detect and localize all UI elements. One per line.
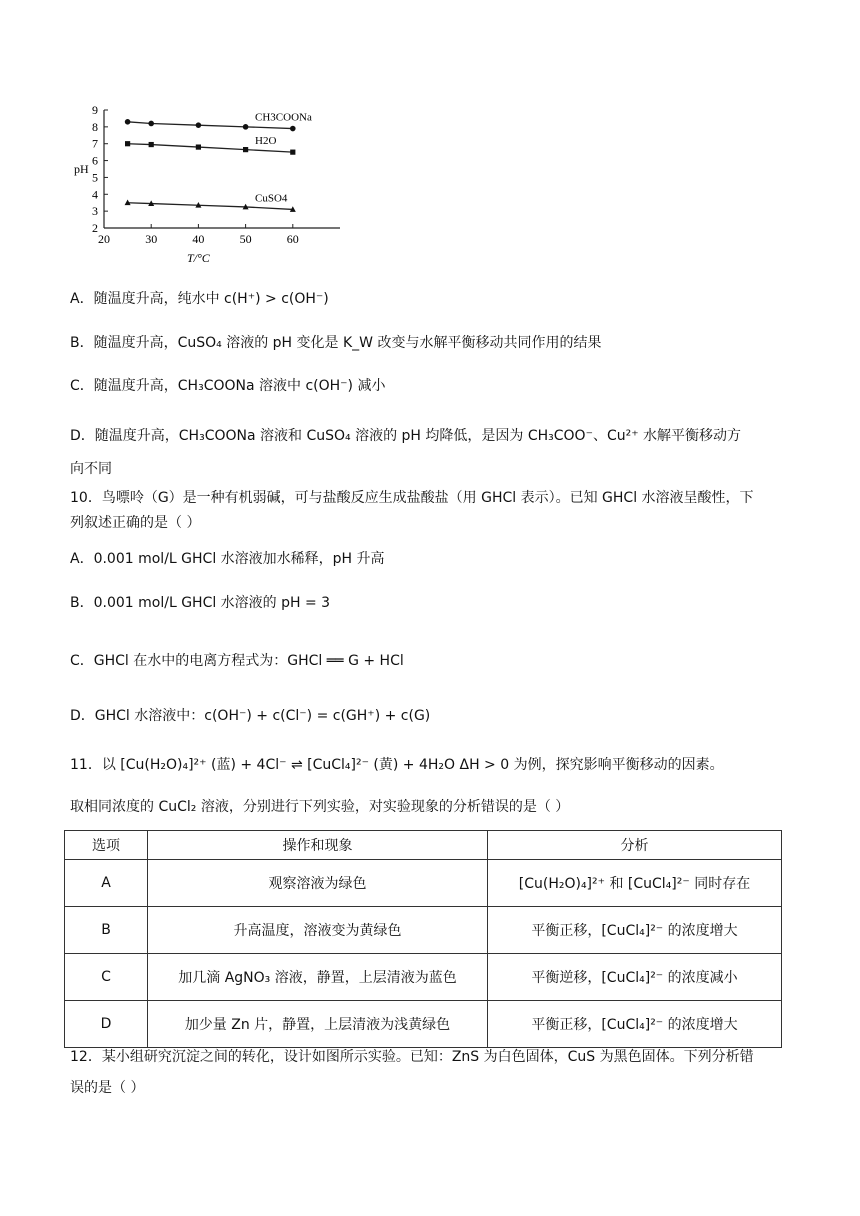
- data-point: [196, 122, 202, 128]
- q10-stem: 10．鸟嘌呤（G）是一种有机弱碱，可与盐酸反应生成盐酸盐（用 GHCl 表示）。已知 GHCl 水溶液呈酸性，下: [70, 490, 754, 506]
- q10-option-c: C．GHCl 在水中的电离方程式为：GHCl ══ G + HCl: [70, 653, 404, 669]
- ph-temperature-chart: [70, 98, 350, 268]
- q9-option-d: D．随温度升高，CH₃COONa 溶液和 CuSO₄ 溶液的 pH 均降低，是因为 CH₃COO⁻、Cu²⁺ 水解平衡移动方: [70, 428, 742, 444]
- data-point: [196, 144, 201, 149]
- data-point: [243, 124, 249, 130]
- q10-option-b: B．0.001 mol/L GHCl 水溶液的 pH = 3: [70, 595, 331, 611]
- x-axis-label: T/°C: [186, 251, 210, 265]
- row-operation: 观察溶液为绿色: [148, 860, 488, 907]
- row-operation: 加几滴 AgNO₃ 溶液，静置，上层清液为蓝色: [148, 954, 488, 1001]
- table-row: [65, 954, 782, 1001]
- y-tick-label: 6: [92, 153, 98, 168]
- row-option: D: [65, 1001, 148, 1048]
- q11-stem-cont: 取相同浓度的 CuCl₂ 溶液，分别进行下列实验，对实验现象的分析错误的是（ ）: [70, 799, 570, 815]
- y-axis-label: pH: [74, 162, 89, 176]
- table-row: [65, 860, 782, 907]
- row-option: A: [65, 860, 148, 907]
- row-operation: 加少量 Zn 片，静置，上层清液为浅黄绿色: [148, 1001, 488, 1048]
- row-analysis: 平衡正移，[CuCl₄]²⁻ 的浓度增大: [488, 907, 782, 954]
- x-tick-label: 60: [286, 232, 299, 246]
- header-analysis: 分析: [488, 831, 782, 860]
- row-operation: 升高温度，溶液变为黄绿色: [148, 907, 488, 954]
- data-point: [125, 119, 131, 125]
- q10-stem-cont: 列叙述正确的是（ ）: [70, 515, 201, 531]
- data-point: [290, 150, 295, 155]
- y-tick-label: 4: [92, 187, 98, 202]
- q9-option-d-cont: 向不同: [70, 461, 112, 477]
- table-header-row: [65, 831, 782, 860]
- x-tick-label: 40: [192, 232, 205, 246]
- data-point: [290, 126, 296, 132]
- y-tick-label: 5: [92, 170, 98, 185]
- y-tick-label: 8: [92, 119, 98, 134]
- series-label: CuSO4: [255, 192, 288, 205]
- q11-stem: 11．以 [Cu(H₂O)₄]²⁺ (蓝) + 4Cl⁻ ⇌ [CuCl₄]²⁻ (黄) + 4H₂O ΔH > 0 为例，探究影响平衡移动的因素。: [70, 757, 724, 773]
- q12-stem: 12．某小组研究沉淀之间的转化，设计如图所示实验。已知：ZnS 为白色固体，CuS 为黑色固体。下列分析错: [70, 1049, 754, 1065]
- q9-option-b: B．随温度升高，CuSO₄ 溶液的 pH 变化是 K_W 改变与水解平衡移动共同作用的结果: [70, 335, 602, 351]
- row-option: B: [65, 907, 148, 954]
- q10-option-d: D．GHCl 水溶液中：c(OH⁻) + c(Cl⁻) = c(GH⁺) + c(G): [70, 708, 431, 724]
- series-label: CH3COONa: [255, 111, 312, 124]
- y-tick-label: 3: [92, 204, 98, 219]
- row-option: C: [65, 954, 148, 1001]
- q11-table: [64, 830, 782, 1048]
- table-row: [65, 1001, 782, 1048]
- q10-option-a: A．0.001 mol/L GHCl 水溶液加水稀释，pH 升高: [70, 551, 385, 567]
- data-point: [148, 121, 154, 127]
- row-analysis: 平衡逆移，[CuCl₄]²⁻ 的浓度减小: [488, 954, 782, 1001]
- header-option: 选项: [65, 831, 148, 860]
- data-point: [125, 141, 130, 146]
- header-operation: 操作和现象: [148, 831, 488, 860]
- y-tick-label: 7: [92, 136, 98, 151]
- data-point: [149, 142, 154, 147]
- q9-option-a: A．随温度升高，纯水中 c(H⁺) > c(OH⁻): [70, 291, 329, 307]
- x-tick-label: 50: [239, 232, 252, 246]
- data-point: [243, 147, 248, 152]
- q9-option-c: C．随温度升高，CH₃COONa 溶液中 c(OH⁻) 减小: [70, 378, 386, 394]
- x-tick-label: 30: [145, 232, 158, 246]
- series-label: H2O: [255, 135, 277, 148]
- y-tick-label: 9: [92, 103, 98, 117]
- x-tick-label: 20: [98, 232, 110, 246]
- row-analysis: [Cu(H₂O)₄]²⁺ 和 [CuCl₄]²⁻ 同时存在: [488, 860, 782, 907]
- row-analysis: 平衡正移，[CuCl₄]²⁻ 的浓度增大: [488, 1001, 782, 1048]
- table-row: [65, 907, 782, 954]
- y-tick-label: 2: [92, 221, 98, 235]
- q12-stem-cont: 误的是（ ）: [70, 1080, 145, 1096]
